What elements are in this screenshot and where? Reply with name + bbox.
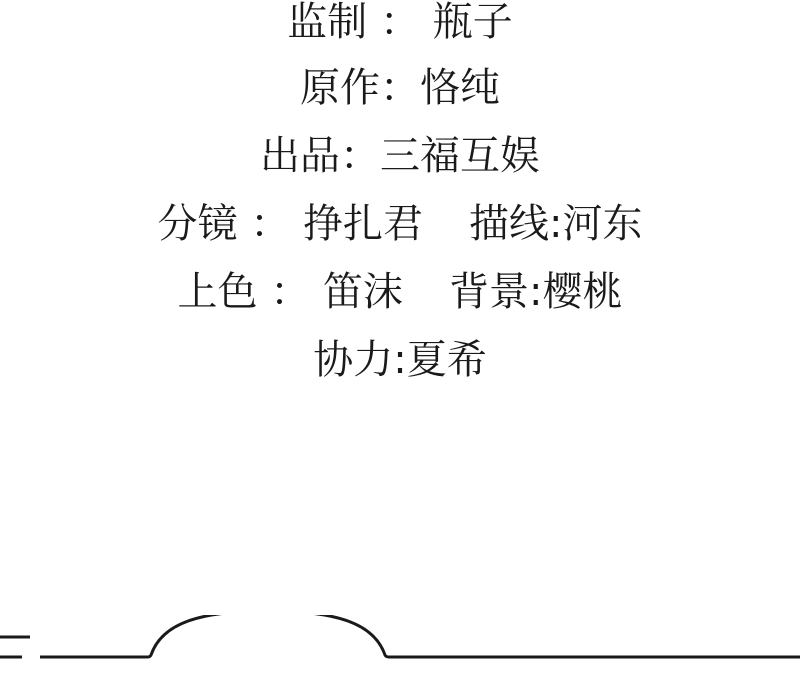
credit-line (0, 201, 800, 247)
credit-name: 瓶子 (432, 0, 513, 45)
credit-separator: ： (380, 65, 420, 111)
credit-role: 协力 (313, 337, 394, 383)
credit-role: 监制 (287, 0, 368, 45)
credit-role: 分镜 (157, 201, 238, 247)
credit-separator: ： (340, 133, 380, 179)
credit-name: 笛沫 (322, 269, 403, 315)
panel-arch-outline (0, 615, 800, 675)
credit-name-secondary: 樱桃 (542, 269, 623, 315)
credit-separator: ： (367, 0, 433, 45)
credit-role: 出品 (260, 133, 340, 179)
credit-role: 上色 (177, 269, 258, 315)
credit-name-secondary: 河东 (562, 201, 643, 247)
credit-line (0, 269, 800, 315)
credit-separator-secondary: : (548, 201, 563, 247)
credit-line (0, 0, 800, 45)
credit-line (0, 133, 800, 179)
panel-arch-path (40, 615, 800, 657)
credit-separator: ： (257, 269, 323, 315)
credit-line (0, 337, 800, 383)
credit-role: 原作 (300, 65, 380, 111)
credit-name: 夏希 (406, 337, 487, 383)
credit-role-secondary: 背景 (448, 269, 529, 315)
credit-role-secondary: 描线 (468, 201, 549, 247)
credit-separator: : (393, 337, 407, 383)
credit-separator: ： (237, 201, 303, 247)
credit-separator-secondary: : (528, 269, 543, 315)
credit-name: 三福互娱 (380, 133, 540, 179)
credit-line (0, 65, 800, 111)
credit-name: 恪纯 (420, 65, 500, 111)
credit-name: 挣扎君 (302, 201, 423, 247)
